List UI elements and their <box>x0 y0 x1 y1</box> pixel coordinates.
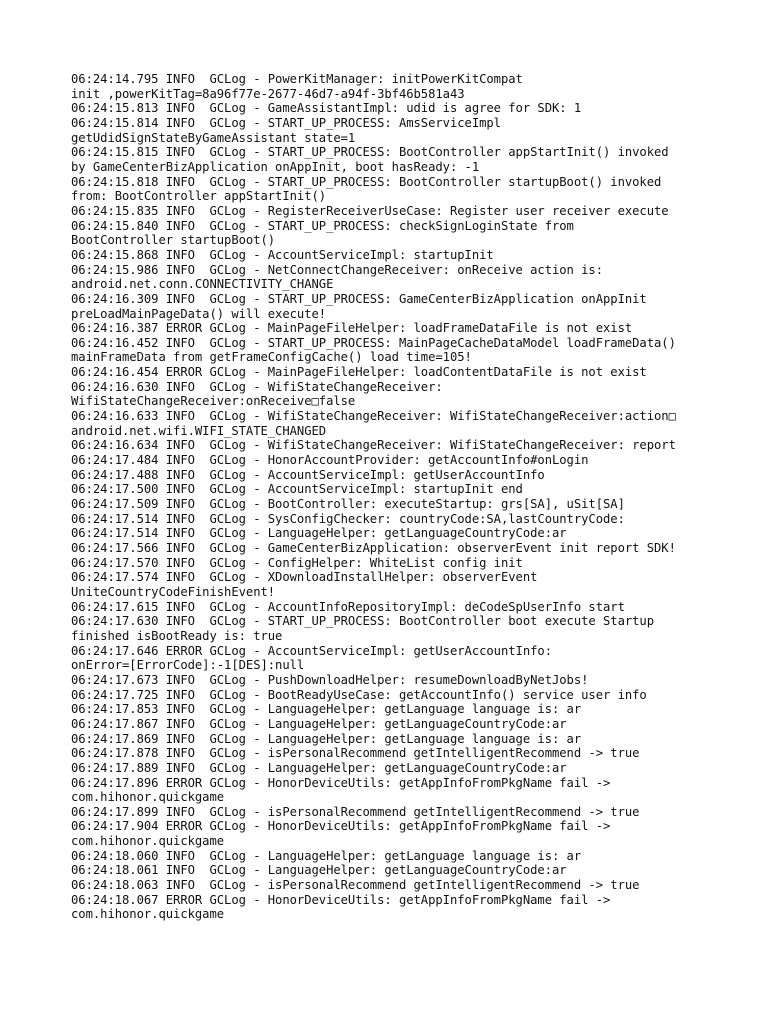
log-line: com.hihonor.quickgame <box>71 834 225 849</box>
log-line: 06:24:17.630 INFO GCLog - START_UP_PROCESS: BootController boot execute Startup <box>71 614 655 629</box>
log-line: 06:24:17.514 INFO GCLog - SysConfigChecker: countryCode:SA,lastCountryCode: <box>71 511 625 526</box>
log-line: 06:24:15.835 INFO GCLog - RegisterReceiverUseCase: Register user receiver execute <box>71 203 669 218</box>
log-line: 06:24:17.500 INFO GCLog - AccountServiceImpl: startupInit end <box>71 482 523 497</box>
log-line: 06:24:17.484 INFO GCLog - HonorAccountProvider: getAccountInfo#onLogin <box>71 453 589 468</box>
log-line: onError=[ErrorCode]:-1[DES]:null <box>71 658 305 673</box>
log-line: mainFrameData from getFrameConfigCache() load time=105! <box>71 350 472 365</box>
log-line: 06:24:17.646 ERROR GCLog - AccountServiceImpl: getUserAccountInfo: <box>71 643 552 658</box>
log-line: 06:24:17.899 INFO GCLog - isPersonalRecommend getIntelligentRecommend -> true <box>71 804 640 819</box>
log-line: com.hihonor.quickgame <box>71 790 225 805</box>
log-line: 06:24:17.574 INFO GCLog - XDownloadInstallHelper: observerEvent <box>71 570 538 585</box>
log-line: 06:24:17.570 INFO GCLog - ConfigHelper: WhiteList config init <box>71 555 523 570</box>
log-line: init ,powerKitTag=8a96f77e-2677-46d7-a94f-3bf46b581a43 <box>71 86 465 101</box>
log-line: 06:24:16.454 ERROR GCLog - MainPageFileHelper: loadContentDataFile is not exist <box>71 365 647 380</box>
log-line: 06:24:15.868 INFO GCLog - AccountServiceImpl: startupInit <box>71 247 494 262</box>
log-line: android.net.wifi.WIFI_STATE_CHANGED <box>71 423 327 438</box>
log-line: 06:24:17.509 INFO GCLog - BootController: executeStartup: grs[SA], uSit[SA] <box>71 497 625 512</box>
log-line: 06:24:18.063 INFO GCLog - isPersonalRecommend getIntelligentRecommend -> true <box>71 878 640 893</box>
log-line: 06:24:17.878 INFO GCLog - isPersonalRecommend getIntelligentRecommend -> true <box>71 746 640 761</box>
log-line: android.net.conn.CONNECTIVITY_CHANGE <box>71 277 334 292</box>
log-line: 06:24:17.673 INFO GCLog - PushDownloadHelper: resumeDownloadByNetJobs! <box>71 672 589 687</box>
log-line: 06:24:14.795 INFO GCLog - PowerKitManager: initPowerKitCompat <box>71 72 523 86</box>
log-line: UniteCountryCodeFinishEvent! <box>71 584 276 599</box>
log-line: 06:24:17.896 ERROR GCLog - HonorDeviceUtils: getAppInfoFromPkgName fail -> <box>71 775 611 790</box>
log-line: preLoadMainPageData() will execute! <box>71 306 327 321</box>
log-document <box>71 72 751 922</box>
log-line: WifiStateChangeReceiver:onReceive□false <box>71 394 356 409</box>
log-line: 06:24:15.986 INFO GCLog - NetConnectChangeReceiver: onReceive action is: <box>71 262 603 277</box>
log-line: 06:24:17.867 INFO GCLog - LanguageHelper: getLanguageCountryCode:ar <box>71 716 567 731</box>
log-line: by GameCenterBizApplication onAppInit, boot hasReady: -1 <box>71 159 480 174</box>
log-line: 06:24:15.814 INFO GCLog - START_UP_PROCESS: AmsServiceImpl <box>71 115 501 130</box>
log-line: 06:24:15.815 INFO GCLog - START_UP_PROCESS: BootController appStartInit() invoked <box>71 145 669 160</box>
log-line: 06:24:16.309 INFO GCLog - START_UP_PROCESS: GameCenterBizApplication onAppInit <box>71 291 647 306</box>
log-line: 06:24:16.452 INFO GCLog - START_UP_PROCESS: MainPageCacheDataModel loadFrameData() <box>71 335 676 350</box>
log-line: 06:24:18.067 ERROR GCLog - HonorDeviceUtils: getAppInfoFromPkgName fail -> <box>71 892 611 907</box>
log-line: 06:24:16.633 INFO GCLog - WifiStateChangeReceiver: WifiStateChangeReceiver:action□ <box>71 409 676 424</box>
log-line: 06:24:18.061 INFO GCLog - LanguageHelper: getLanguageCountryCode:ar <box>71 863 567 878</box>
log-line: 06:24:17.566 INFO GCLog - GameCenterBizApplication: observerEvent init report SDK! <box>71 541 676 555</box>
log-line: 06:24:15.813 INFO GCLog - GameAssistantImpl: udid is agree for SDK: 1 <box>71 101 582 116</box>
log-line: BootController startupBoot() <box>71 233 276 248</box>
log-line: com.hihonor.quickgame <box>71 907 225 922</box>
log-line: 06:24:17.904 ERROR GCLog - HonorDeviceUtils: getAppInfoFromPkgName fail -> <box>71 819 611 834</box>
log-line: 06:24:15.840 INFO GCLog - START_UP_PROCESS: checkSignLoginState from <box>71 218 574 233</box>
log-line: finished isBootReady is: true <box>71 628 283 643</box>
log-line: 06:24:17.514 INFO GCLog - LanguageHelper: getLanguageCountryCode:ar <box>71 526 567 541</box>
log-line: 06:24:15.818 INFO GCLog - START_UP_PROCESS: BootController startupBoot() invoked <box>71 174 662 189</box>
log-line: 06:24:18.060 INFO GCLog - LanguageHelper: getLanguage language is: ar <box>71 848 582 863</box>
log-line: 06:24:17.853 INFO GCLog - LanguageHelper: getLanguage language is: ar <box>71 702 582 717</box>
log-line: 06:24:17.889 INFO GCLog - LanguageHelper: getLanguageCountryCode:ar <box>71 760 567 775</box>
log-line: from: BootController appStartInit() <box>71 189 327 204</box>
log-line: 06:24:16.387 ERROR GCLog - MainPageFileHelper: loadFrameDataFile is not exist <box>71 321 633 336</box>
log-line: 06:24:17.725 INFO GCLog - BootReadyUseCase: getAccountInfo() service user info <box>71 687 647 702</box>
log-line: 06:24:16.630 INFO GCLog - WifiStateChangeReceiver: <box>71 379 443 394</box>
log-line: 06:24:17.615 INFO GCLog - AccountInfoRepositoryImpl: deCodeSpUserInfo start <box>71 599 625 614</box>
log-line: 06:24:17.869 INFO GCLog - LanguageHelper: getLanguage language is: ar <box>71 731 582 746</box>
log-line: getUdidSignStateByGameAssistant state=1 <box>71 130 356 145</box>
log-line: 06:24:16.634 INFO GCLog - WifiStateChangeReceiver: WifiStateChangeReceiver: report <box>71 438 676 453</box>
log-line: 06:24:17.488 INFO GCLog - AccountServiceImpl: getUserAccountInfo <box>71 467 545 482</box>
